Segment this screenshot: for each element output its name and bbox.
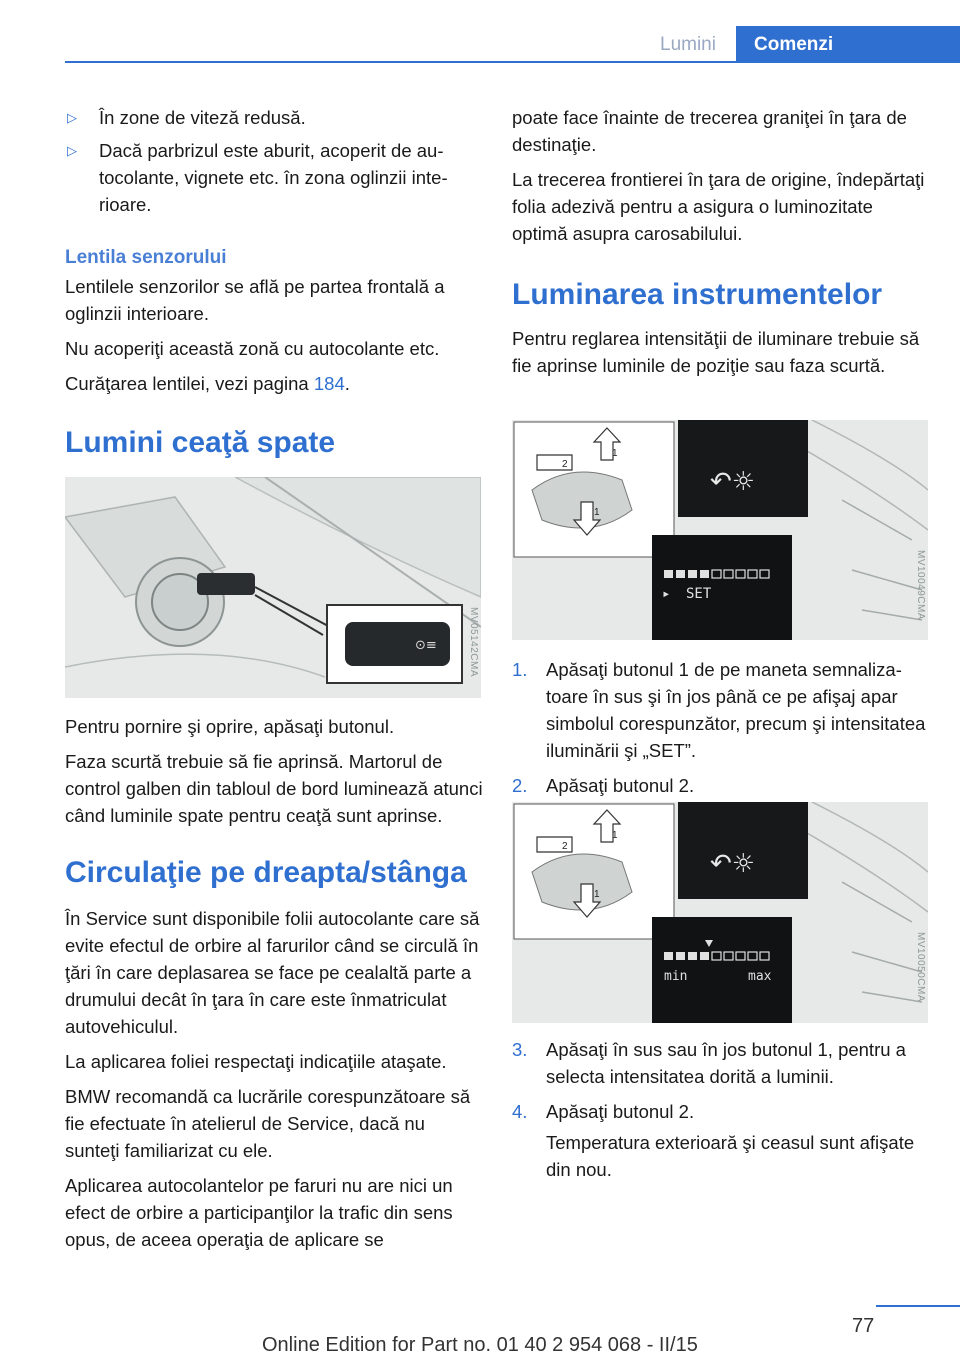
bullet-item: ▷ Dacă parbrizul este aburit, acoperit de autocolante, vignete etc. în zona oglinzii interioare. — [65, 137, 483, 218]
paragraph: Pentru reglarea intensităţii de iluminare trebuie să fie aprinse luminile de poziţie sau faza scurtă. — [512, 328, 920, 376]
steps-list-b — [512, 1036, 930, 1191]
figure-code: MV05142CMA — [468, 607, 479, 678]
page-link[interactable]: 184 — [313, 373, 345, 394]
footer-rule — [876, 1305, 960, 1307]
display-set-label: SET — [686, 586, 712, 602]
subheading-sensor: Lentila senzorului — [65, 247, 227, 268]
paragraph: Temperatura exterioară şi ceasul sunt afişate din nou. — [546, 1132, 915, 1180]
svg-text:↶☼: ↶☼ — [710, 467, 756, 497]
paragraph: Lentilele senzorilor se află pe partea frontală a oglinzii interioare. — [65, 276, 445, 324]
paragraph: BMW recomandă ca lucrările corespunzătoare să fie efectuate în atelierul de Service, dacă nu sunteţi familiarizat cu ele. — [65, 1086, 471, 1161]
header-rule — [65, 61, 960, 63]
page-number: 77 — [852, 1315, 875, 1337]
svg-text:▸: ▸ — [662, 586, 671, 602]
svg-text:2: 2 — [562, 459, 568, 470]
paragraph: poate face înainte de trecerea graniţei în ţara de destinaţie. — [512, 107, 907, 155]
figure-code: MV10050CMA — [915, 932, 926, 1003]
figure-fog-switch — [65, 477, 481, 698]
figure-code: MV10049CMA — [915, 550, 926, 621]
header-section: Lumini — [660, 34, 716, 55]
svg-text:2: 2 — [562, 841, 568, 852]
paragraph: La aplicarea foliei respectaţi indicaţiile ataşate. — [65, 1051, 447, 1072]
figure-lighting-minmax — [512, 802, 928, 1023]
display-min-label: min — [664, 969, 688, 984]
display-max-label: max — [748, 969, 772, 984]
paragraph: Aplicarea autocolantelor pe faruri nu are nici un efect de orbire a participanţilor la trafic din sens opus, de aceea operaţia de aplicare se — [65, 1175, 453, 1250]
paragraph: Nu acoperiţi această zonă cu autocolante etc. — [65, 338, 440, 359]
list-item: 1. Apăsaţi butonul 1 de pe maneta semnalizatoare în sus şi în jos până ce pe afişaj apar simbolul corespunzător, precum şi intensitatea iluminării şi „SET”. — [512, 659, 926, 761]
paragraph: Pentru pornire şi oprire, apăsaţi butonul. — [65, 716, 395, 737]
paragraph: Curăţarea lentilei, vezi pagina 184. — [65, 373, 350, 394]
right-column — [512, 104, 930, 387]
svg-text:↶☼: ↶☼ — [710, 849, 756, 879]
list-item: 2. Apăsaţi butonul 2. — [512, 775, 695, 796]
svg-text:⊙≡: ⊙≡ — [415, 638, 437, 653]
steps-list-a — [512, 656, 930, 807]
left-column-lower — [65, 713, 483, 1261]
svg-text:1: 1 — [594, 507, 600, 518]
triangle-bullet-icon: ▷ — [67, 143, 77, 158]
heading-traffic-side: Circulaţie pe dreapta/stânga — [65, 856, 467, 889]
list-item: 4. Apăsaţi butonul 2. — [512, 1101, 695, 1122]
svg-text:1: 1 — [594, 889, 600, 900]
figure-lighting-set — [512, 420, 928, 640]
svg-text:1: 1 — [612, 830, 618, 841]
heading-instrument-lighting: Luminarea instrumentelor — [512, 278, 883, 311]
paragraph: Faza scurtă trebuie să fie aprinsă. Martorul de control galben din tabloul de bord luminează atunci când luminile spate pentru ceaţă sunt aprinse. — [65, 751, 483, 826]
left-column — [65, 104, 483, 475]
paragraph: În Service sunt disponibile folii autocolante care să evite efectul de orbire al farurilor când se circulă în ţări în care deplasarea se face pe cealaltă parte a drumului decât în ţara în care este înmatriculat autovehiculul. — [65, 908, 480, 1037]
header-chapter: Comenzi — [736, 26, 960, 63]
heading-rear-fog: Lumini ceaţă spate — [65, 426, 336, 459]
paragraph: La trecerea frontierei în ţara de origine, îndepărtaţi folia adezivă pentru a asigura o luminozitate optimă asupra carosabilului. — [512, 169, 925, 244]
footer-edition: Online Edition for Part no. 01 40 2 954 068 - II/15 — [262, 1334, 698, 1356]
bullet-item: ▷ În zone de viteză redusă. — [65, 104, 483, 131]
list-item: 3. Apăsaţi în sus sau în jos butonul 1, pentru a selecta intensitatea dorită a luminii. — [512, 1039, 906, 1087]
triangle-bullet-icon: ▷ — [67, 110, 77, 125]
svg-text:1: 1 — [612, 448, 618, 459]
